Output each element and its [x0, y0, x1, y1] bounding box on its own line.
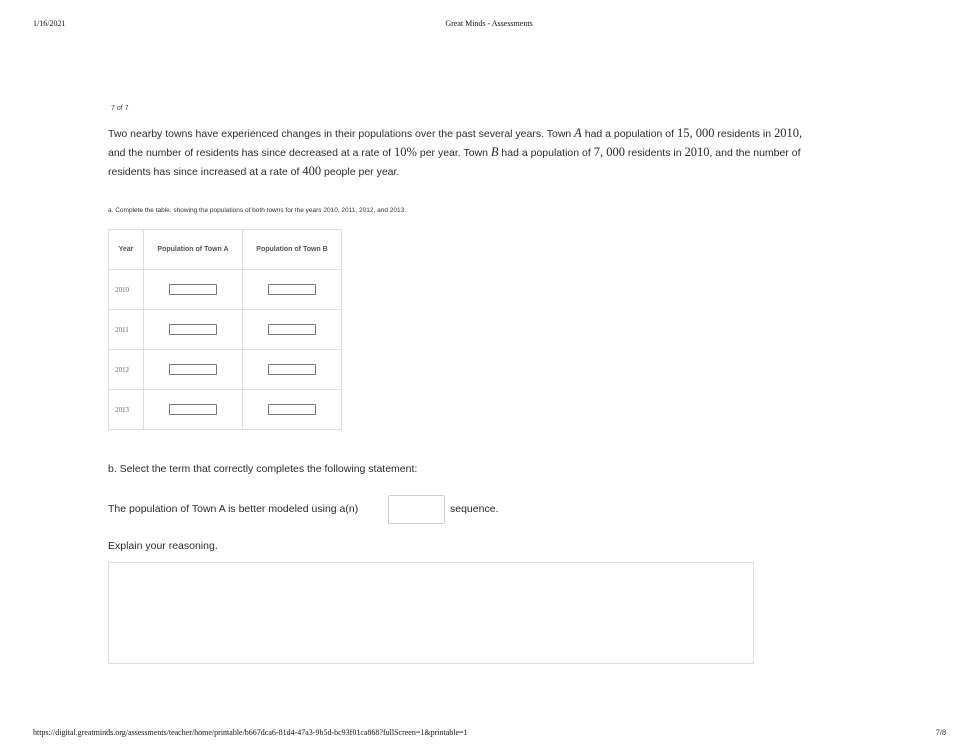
town-b-input[interactable] [268, 284, 316, 295]
reasoning-textarea[interactable] [108, 562, 754, 664]
print-url: https://digital.greatminds.org/assessments/teacher/home/printable/b667dca6-81d4-47a3-9b5d-bc93f01ca868?fullScreen=1&printable=1 [33, 728, 468, 737]
table-row [109, 310, 342, 350]
table-header-row [109, 230, 342, 270]
header-town-b: Population of Town B [243, 230, 342, 270]
question-prompt [108, 124, 868, 181]
question-counter: 7 of 7 [111, 105, 129, 112]
print-date: 1/16/2021 [33, 19, 66, 28]
town-a-input[interactable] [169, 404, 217, 415]
prompt-line-3: residents has since increased at a rate of 400 people per year. [108, 164, 400, 178]
year-cell: 2010 [109, 270, 144, 310]
year-cell: 2012 [109, 350, 144, 390]
town-a-input[interactable] [169, 364, 217, 375]
header-year: Year [109, 230, 144, 270]
print-page-number: 7/8 [935, 728, 946, 737]
statement-text-after: sequence. [450, 503, 499, 515]
table-row [109, 390, 342, 430]
town-b-input[interactable] [268, 404, 316, 415]
print-title: Great Minds - Assessments [445, 19, 533, 28]
population-table [108, 229, 342, 430]
town-b-input[interactable] [268, 364, 316, 375]
statement-text-before: The population of Town A is better modeled using a(n) [108, 503, 359, 515]
explain-label: Explain your reasoning. [108, 540, 218, 552]
sequence-type-dropdown[interactable] [388, 495, 445, 524]
year-cell: 2011 [109, 310, 144, 350]
header-town-a: Population of Town A [144, 230, 243, 270]
part-b-instruction: b. Select the term that correctly completes the following statement: [108, 463, 418, 475]
town-a-input[interactable] [169, 284, 217, 295]
table-row [109, 350, 342, 390]
town-b-input[interactable] [268, 324, 316, 335]
prompt-line-1: Two nearby towns have experienced changes in their populations over the past several years. Town A had a population of 15, 000 residents in 2010, [108, 126, 803, 140]
year-cell: 2013 [109, 390, 144, 430]
prompt-line-2: and the number of residents has since decreased at a rate of 10% per year. Town B had a population of 7, 000 residents in 2010, and the number of [108, 145, 801, 159]
part-a-instruction: a. Complete the table, showing the populations of both towns for the years 2010, 2011, 2012, and 2013. [108, 207, 407, 214]
town-a-input[interactable] [169, 324, 217, 335]
table-row [109, 270, 342, 310]
